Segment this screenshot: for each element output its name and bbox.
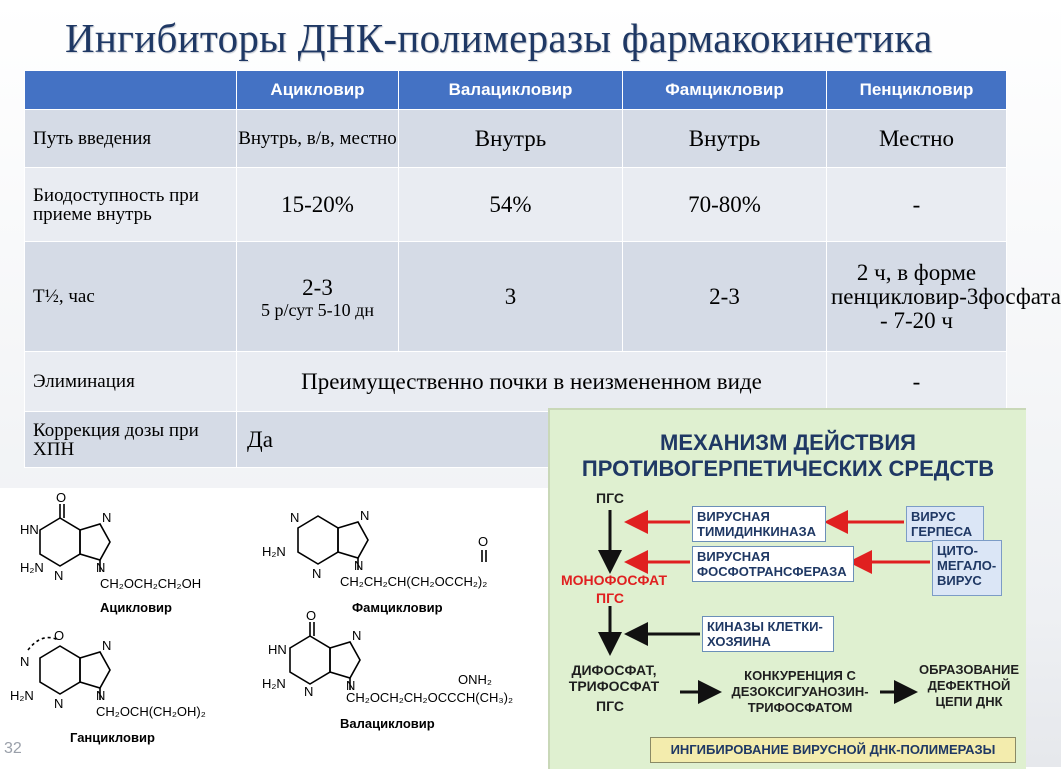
mechanism-title-line2: ПРОТИВОГЕРПЕТИЧЕСКИХ СРЕДСТВ <box>581 456 995 481</box>
header-penciclovir: Пенцикловир <box>827 71 1007 110</box>
box-host-cell-kinases: КИНАЗЫ КЛЕТКИ-ХОЗЯИНА <box>702 616 834 652</box>
label-di-triphosphate: ДИФОСФАТ, ТРИФОСФАТ <box>568 662 660 694</box>
acyclovir-ring-6 <box>40 518 80 566</box>
row-label: Элиминация <box>25 352 237 412</box>
svg-text:O: O <box>56 490 67 505</box>
box-viral-phosphotransferase: ВИРУСНАЯ ФОСФОТРАНСФЕРАЗА <box>692 546 854 582</box>
cell-acyclovir: 15-20% <box>237 168 399 242</box>
header-valacyclovir: Валацикловир <box>399 71 623 110</box>
name-famciclovir: Фамцикловир <box>352 600 443 615</box>
svg-text:CH₂OCH(CH₂OH)₂: CH₂OCH(CH₂OH)₂ <box>96 704 206 719</box>
svg-text:N: N <box>20 654 30 669</box>
svg-text:N: N <box>360 508 370 523</box>
label-defective-dna: ОБРАЗОВАНИЕ ДЕФЕКТНОЙ ЦЕПИ ДНК <box>919 662 1019 709</box>
label-di-pgs: ПГС <box>596 698 624 714</box>
cell-valacyclovir: Внутрь <box>399 110 623 168</box>
table-row <box>25 242 1007 352</box>
svg-text:CH₂OCH₂CH₂OH: CH₂OCH₂CH₂OH <box>100 576 202 591</box>
svg-text:N: N <box>54 696 64 711</box>
cell-dose-correction: Да <box>237 412 1007 468</box>
famciclovir-ring-5 <box>338 522 368 558</box>
name-ganciclovir: Ганцикловир <box>70 730 155 745</box>
header-cell-empty <box>25 71 237 110</box>
svg-text:O: O <box>306 608 317 623</box>
svg-text:N: N <box>96 688 106 703</box>
svg-text:H₂N: H₂N <box>262 676 286 691</box>
ganciclovir-ring-6 <box>40 646 80 694</box>
ganciclovir-ring-5 <box>80 652 110 688</box>
svg-text:N: N <box>304 684 314 699</box>
svg-text:N: N <box>312 566 322 581</box>
page-title: Ингибиторы ДНК-полимеразы фармакокинетика <box>65 15 933 61</box>
half-life-value: 2-3 <box>302 274 333 300</box>
box-polymerase-inhibition: ИНГИБИРОВАНИЕ ВИРУСНОЙ ДНК-ПОЛИМЕРАЗЫ <box>650 737 1016 763</box>
cell-penciclovir: Местно <box>827 110 1007 168</box>
svg-text:N: N <box>354 558 364 573</box>
mechanism-panel <box>548 408 1026 769</box>
cell-famciclovir: Внутрь <box>623 110 827 168</box>
slide-number: 32 <box>4 740 22 757</box>
table-row <box>25 110 1007 168</box>
acyclovir-ring-5 <box>80 524 110 560</box>
row-label: Коррекция дозы при ХПН <box>25 412 237 468</box>
box-cytomegalovirus: ЦИТО-МЕГАЛО-ВИРУС <box>932 540 1002 596</box>
svg-text:N: N <box>346 678 356 693</box>
svg-text:N: N <box>96 560 106 575</box>
structures-drawing <box>0 488 550 767</box>
svg-text:N: N <box>102 638 112 653</box>
name-valacyclovir: Валацикловир <box>340 716 435 731</box>
svg-text:O: O <box>54 628 65 643</box>
box-herpes-virus: ВИРУС ГЕРПЕСА <box>906 506 984 542</box>
famciclovir-ring-6 <box>298 516 338 564</box>
svg-text:ONH₂: ONH₂ <box>458 672 492 687</box>
cell-penciclovir: - <box>827 352 1007 412</box>
name-acyclovir: Ацикловир <box>100 600 172 615</box>
svg-text:N: N <box>102 510 112 525</box>
header-famciclovir: Фамцикловир <box>623 71 827 110</box>
svg-text:CH₂CH₂CH(CH₂OCCH₂)₂: CH₂CH₂CH(CH₂OCCH₂)₂ <box>340 574 488 589</box>
label-monophosphate-pgs: ПГС <box>596 590 624 606</box>
row-label: Путь введения <box>25 110 237 168</box>
cell-valacyclovir: 3 <box>399 242 623 352</box>
chemical-structures-panel <box>0 488 550 767</box>
label-pgs: ПГС <box>596 490 624 506</box>
valacyclovir-ring-5 <box>330 642 360 678</box>
svg-text:H₂N: H₂N <box>10 688 34 703</box>
svg-text:N: N <box>290 510 300 525</box>
table-row <box>25 352 1007 412</box>
svg-text:HN: HN <box>268 642 287 657</box>
table-header-row <box>25 71 1007 110</box>
dosing-note: 5 р/сут 5-10 дн <box>261 299 374 320</box>
cell-famciclovir: 70-80% <box>623 168 827 242</box>
row-label: Биодоступность при приеме внутрь <box>25 168 237 242</box>
cell-penciclovir: 2 ч, в форме пенцикловир-3фосфата - 7-20 ч <box>827 242 1007 352</box>
svg-text:H₂N: H₂N <box>20 560 44 575</box>
valacyclovir-ring-6 <box>290 636 330 684</box>
svg-text:O: O <box>478 534 489 549</box>
header-acyclovir: Ацикловир <box>237 71 399 110</box>
box-viral-thymidine-kinase: ВИРУСНАЯ ТИМИДИНКИНАЗА <box>692 506 826 542</box>
mechanism-title-line1: МЕХАНИЗМ ДЕЙСТВИЯ <box>660 430 916 455</box>
cell-famciclovir: 2-3 <box>623 242 827 352</box>
cell-penciclovir: - <box>827 168 1007 242</box>
cell-acyclovir: Внутрь, в/в, местно <box>237 110 399 168</box>
svg-text:HN: HN <box>20 522 39 537</box>
cell-valacyclovir: 54% <box>399 168 623 242</box>
svg-text:N: N <box>352 628 362 643</box>
label-competition: КОНКУРЕНЦИЯ С ДЕЗОКСИГУАНОЗИН-ТРИФОСФАТОМ <box>731 668 869 715</box>
svg-text:N: N <box>54 568 64 583</box>
row-label: T½, час <box>25 242 237 352</box>
svg-text:H₂N: H₂N <box>262 544 286 559</box>
cell-acyclovir <box>237 242 399 352</box>
table-row <box>25 168 1007 242</box>
svg-text:CH₂OCH₂CH₂OCCCH(CH₃)₂: CH₂OCH₂CH₂OCCCH(CH₃)₂ <box>346 690 514 705</box>
label-monophosphate: МОНОФОСФАТ <box>560 572 668 588</box>
cell-elimination: Преимущественно почки в неизмененном виде <box>237 352 827 412</box>
